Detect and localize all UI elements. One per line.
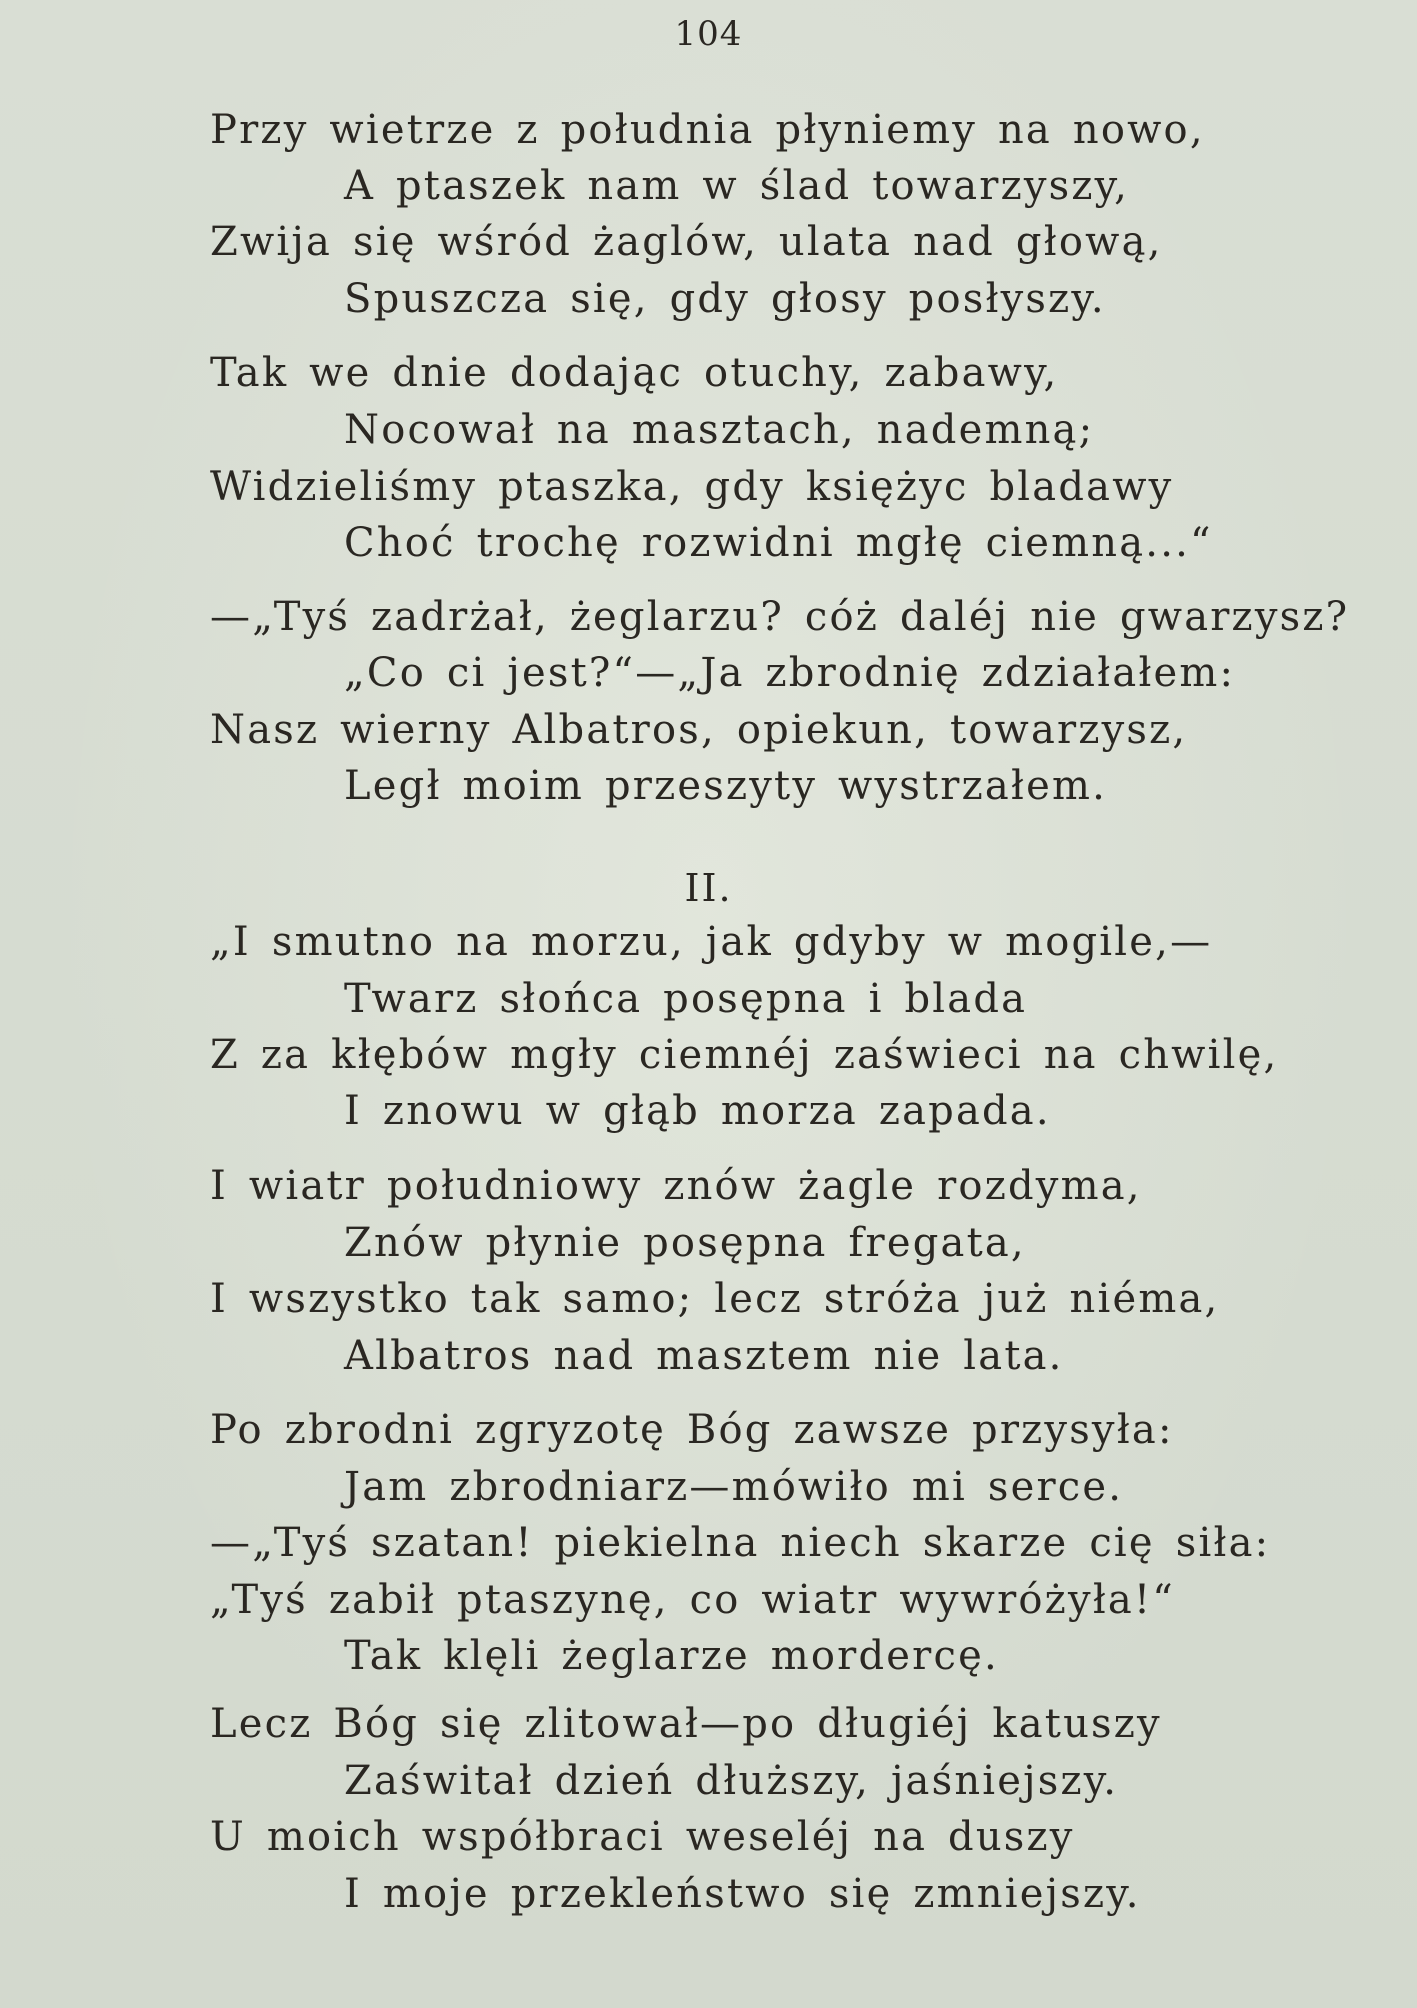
verse-line: Z za kłębów mgły ciemnéj zaświeci na chwilę, (210, 1032, 1279, 1078)
verse-line: Tak we dnie dodając otuchy, zabawy, (210, 350, 1059, 396)
verse-line: „I smutno na morzu, jak gdyby w mogile,— (210, 919, 1213, 965)
verse-line: I wiatr południowy znów żagle rozdyma, (210, 1163, 1142, 1209)
verse-line: Albatros nad masztem nie lata. (344, 1333, 1064, 1379)
verse-line: Nasz wierny Albatros, opiekun, towarzysz, (210, 707, 1188, 753)
verse-line: Legł moim przeszyty wystrzałem. (344, 763, 1107, 809)
section-heading: II. (684, 866, 733, 910)
verse-line: Po zbrodni zgryzotę Bóg zawsze przysyła: (210, 1407, 1174, 1453)
verse-line: A ptaszek nam w ślad towarzyszy, (344, 163, 1130, 209)
verse-line: Zaświtał dzień dłuższy, jaśniejszy. (344, 1758, 1119, 1804)
verse-line: Widzieliśmy ptaszka, gdy księżyc bladawy (210, 464, 1174, 510)
verse-line: „Co ci jest?“—„Ja zbrodnię zdziałałem: (344, 650, 1236, 696)
verse-line: Jam zbrodniarz—mówiło mi serce. (344, 1464, 1124, 1510)
verse-line: —„Tyś szatan! piekielna niech skarze cię siła: (210, 1520, 1271, 1566)
verse-line: Nocował na masztach, nademną; (344, 407, 1095, 453)
verse-line: I moje przekleństwo się zmniejszy. (344, 1871, 1141, 1917)
verse-line: I wszystko tak samo; lecz stróża już niéma, (210, 1276, 1220, 1322)
verse-line: Twarz słońca posępna i blada (344, 976, 1028, 1022)
verse-line: Choć trochę rozwidni mgłę ciemną...“ (344, 520, 1213, 566)
page-number: 104 (674, 14, 743, 54)
verse-line: Spuszcza się, gdy głosy posłyszy. (344, 276, 1106, 322)
verse-line: Lecz Bóg się zlitował—po długiéj katuszy (210, 1701, 1162, 1747)
verse-line: Znów płynie posępna fregata, (344, 1220, 1026, 1266)
verse-line: I znowu w głąb morza zapada. (344, 1088, 1051, 1134)
verse-line: Zwija się wśród żaglów, ulata nad głową, (210, 219, 1163, 265)
verse-line: —„Tyś zadrżał, żeglarzu? cóż daléj nie gwarzysz? (210, 594, 1350, 640)
verse-line: „Tyś zabił ptaszynę, co wiatr wywróżyła!“ (210, 1577, 1175, 1623)
verse-line: Przy wietrze z południa płyniemy na nowo, (210, 107, 1205, 153)
verse-line: Tak klęli żeglarze mordercę. (344, 1633, 999, 1679)
verse-line: U moich współbraci weseléj na duszy (210, 1814, 1075, 1860)
